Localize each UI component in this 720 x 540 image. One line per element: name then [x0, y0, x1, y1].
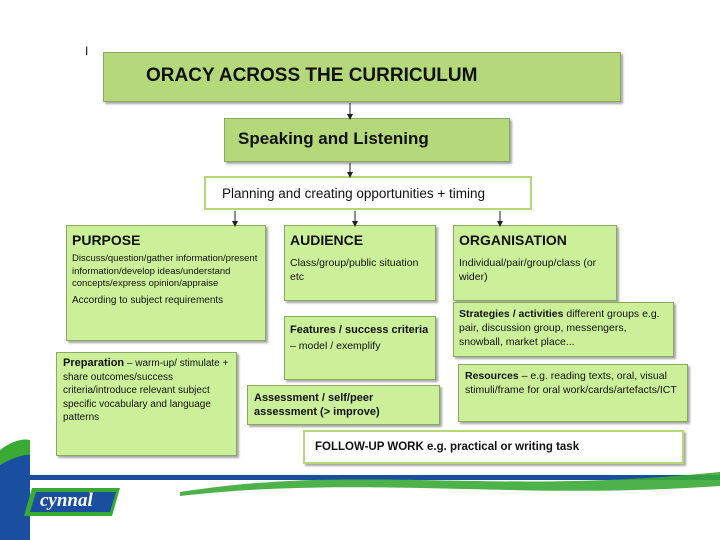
- resources-body: – e.g. reading texts, oral, visual stimuli/frame for oral work/cards/artefacts/ICT: [465, 370, 677, 396]
- organisation-body: Individual/pair/group/class (or wider): [459, 257, 597, 283]
- strategies-heading: Strategies / activities: [459, 308, 564, 320]
- audience-heading: AUDIENCE: [290, 232, 364, 248]
- purpose-heading: PURPOSE: [72, 232, 141, 248]
- purpose-box: [66, 225, 266, 341]
- strategies-body: different groups e.g. pair, discussion group, messengers, snowball, market place...: [459, 308, 660, 348]
- assessment-label: Assessment / self/peer assessment (> improve): [254, 392, 380, 418]
- features-heading: Features / success criteria: [290, 324, 429, 336]
- resources-box: [458, 364, 688, 422]
- followup-label: FOLLOW-UP WORK e.g. practical or writing task: [315, 441, 580, 453]
- footer-wave: [0, 420, 720, 540]
- features-box: [284, 316, 436, 380]
- purpose-body: Discuss/question/gather information/present information/develop ideas/understand concepts/express opinion/appraise: [72, 253, 258, 289]
- assessment-box: [247, 385, 440, 425]
- planning-box: [204, 176, 532, 210]
- preparation-text: [63, 357, 230, 425]
- strategies-box: [453, 302, 674, 357]
- features-text: [290, 322, 430, 354]
- cynnal-logo: [24, 488, 120, 516]
- diagram-title: ORACY ACROSS THE CURRICULUM: [146, 65, 478, 86]
- speaking-listening-box: [224, 118, 510, 162]
- purpose-note: According to subject requirements: [72, 294, 224, 306]
- organisation-heading: ORGANISATION: [459, 232, 567, 248]
- resources-heading: Resources: [465, 370, 519, 382]
- audience-body: Class/group/public situation etc: [290, 257, 419, 283]
- preparation-heading: Preparation: [63, 357, 125, 369]
- audience-box: [284, 225, 436, 301]
- features-body: – model / exemplify: [290, 340, 381, 352]
- planning-label: Planning and creating opportunities + timing: [222, 186, 486, 201]
- logo-text: cynnal: [40, 490, 93, 511]
- title-box: [103, 52, 621, 102]
- resources-text: [465, 369, 681, 397]
- stray-mark: I: [85, 44, 89, 58]
- organisation-box: [453, 225, 617, 301]
- preparation-body: – warm-up/ stimulate + share outcomes/success criteria/introduce relevant subject specific vocabulary and language patterns: [63, 358, 229, 423]
- speaking-listening-label: Speaking and Listening: [238, 129, 429, 148]
- strategies-text: [459, 307, 668, 349]
